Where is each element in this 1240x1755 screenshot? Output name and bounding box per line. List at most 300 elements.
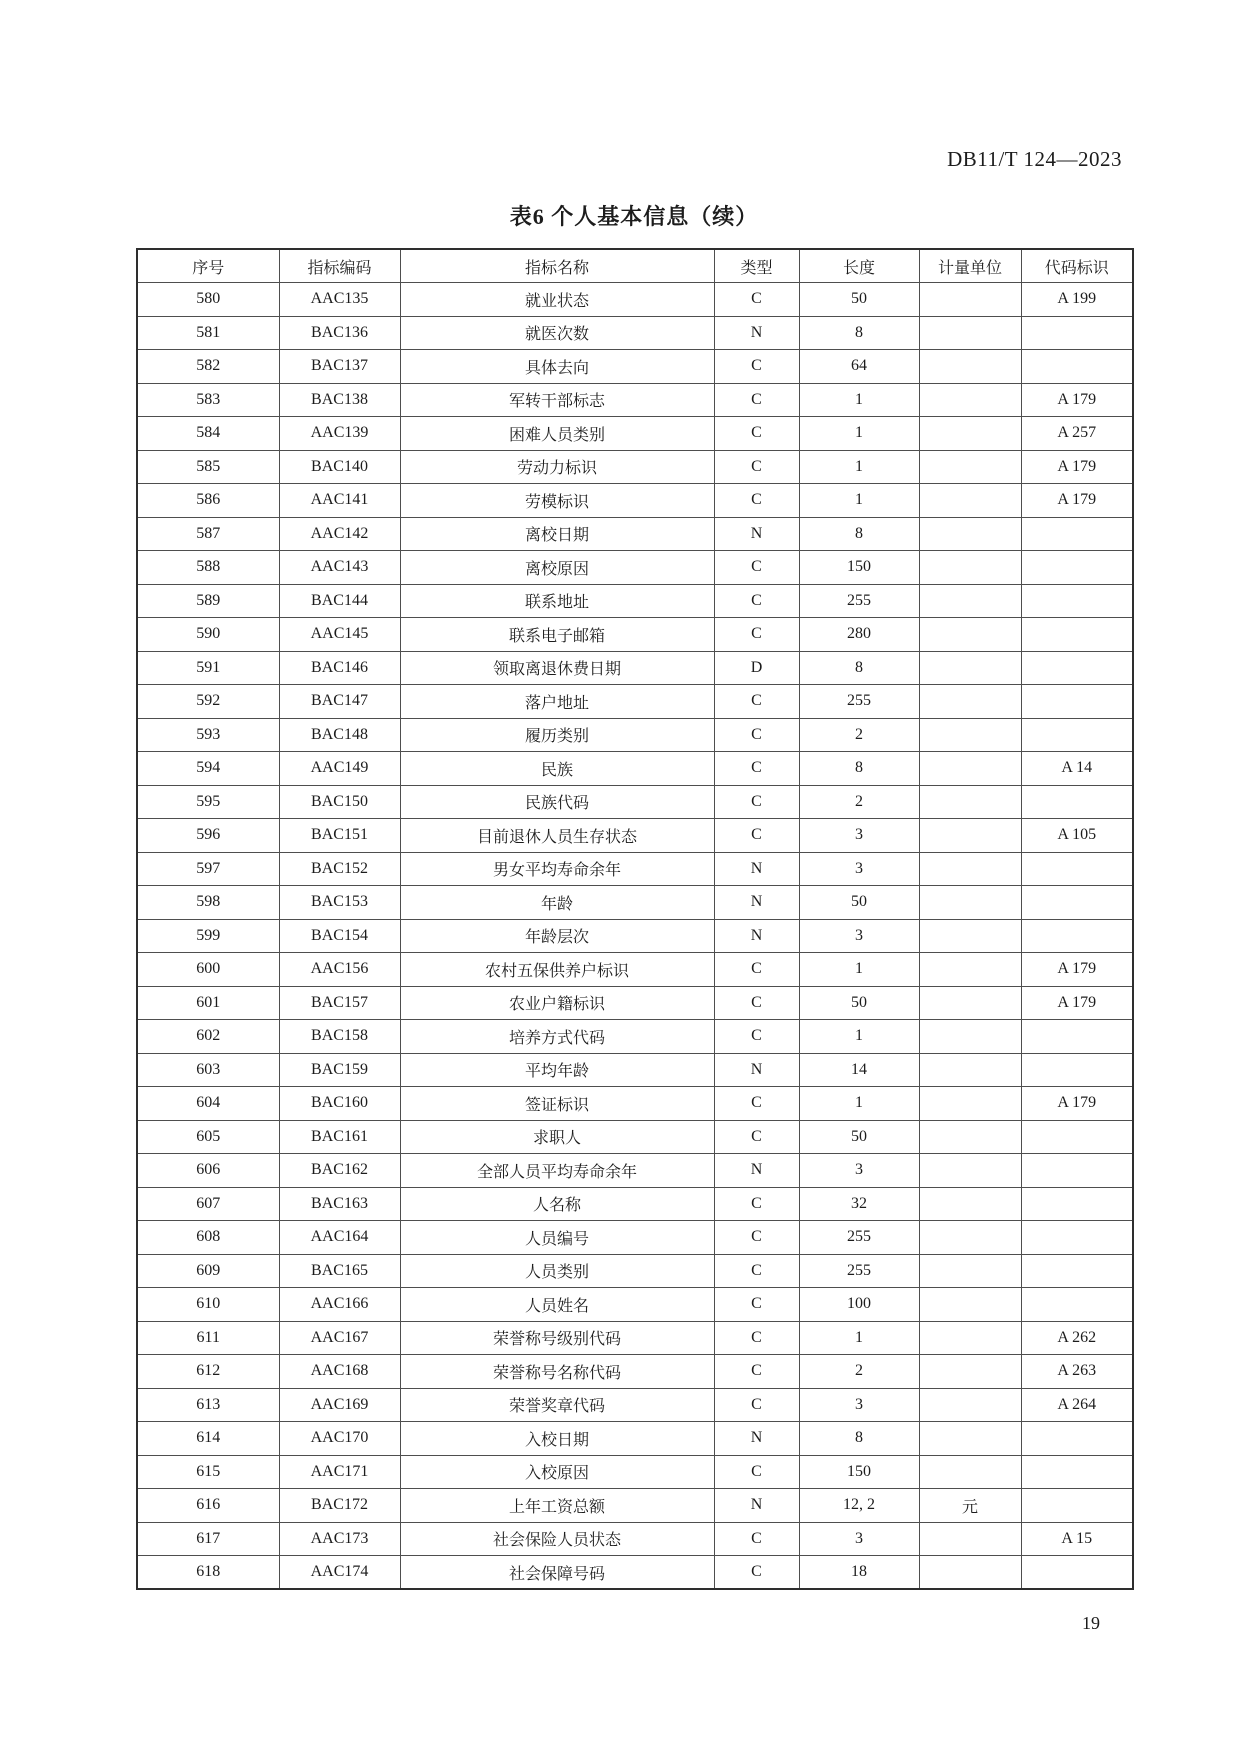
- cell-unit: [919, 383, 1021, 417]
- cell-code-id: [1021, 1154, 1133, 1188]
- table-row: [137, 1221, 1133, 1255]
- cell-code-id: [1021, 1455, 1133, 1489]
- cell-code-id: A 257: [1021, 417, 1133, 451]
- cell-serial: 582: [137, 350, 279, 384]
- table-row: [137, 1120, 1133, 1154]
- cell-code: BAC152: [279, 852, 400, 886]
- cell-unit: [919, 1355, 1021, 1389]
- cell-length: 3: [799, 919, 919, 953]
- cell-unit: [919, 1154, 1021, 1188]
- cell-name: 就业状态: [400, 283, 714, 317]
- cell-length: 1: [799, 1020, 919, 1054]
- cell-unit: [919, 953, 1021, 987]
- cell-code: BAC136: [279, 316, 400, 350]
- cell-name: 具体去向: [400, 350, 714, 384]
- cell-length: 100: [799, 1288, 919, 1322]
- cell-length: 150: [799, 551, 919, 585]
- cell-serial: 605: [137, 1120, 279, 1154]
- cell-type: C: [714, 350, 799, 384]
- cell-code: AAC171: [279, 1455, 400, 1489]
- cell-length: 3: [799, 1154, 919, 1188]
- cell-serial: 600: [137, 953, 279, 987]
- cell-unit: [919, 316, 1021, 350]
- cell-name: 劳动力标识: [400, 450, 714, 484]
- cell-length: 255: [799, 1254, 919, 1288]
- cell-code-id: [1021, 886, 1133, 920]
- cell-length: 1: [799, 953, 919, 987]
- cell-unit: [919, 919, 1021, 953]
- cell-length: 1: [799, 383, 919, 417]
- table-row: [137, 852, 1133, 886]
- cell-code-id: A 262: [1021, 1321, 1133, 1355]
- cell-code: AAC173: [279, 1522, 400, 1556]
- cell-unit: [919, 417, 1021, 451]
- cell-code: AAC174: [279, 1556, 400, 1590]
- cell-name: 困难人员类别: [400, 417, 714, 451]
- page-title: 表6 个人基本信息（续）: [509, 204, 759, 229]
- cell-unit: [919, 450, 1021, 484]
- table-header-row: [137, 249, 1133, 283]
- cell-name: 军转干部标志: [400, 383, 714, 417]
- cell-code-id: [1021, 350, 1133, 384]
- column-header-code: 指标编码: [279, 249, 400, 283]
- cell-name: 落户地址: [400, 685, 714, 719]
- cell-unit: [919, 1388, 1021, 1422]
- cell-code-id: [1021, 1120, 1133, 1154]
- cell-code: BAC153: [279, 886, 400, 920]
- cell-unit: [919, 618, 1021, 652]
- cell-code: BAC138: [279, 383, 400, 417]
- cell-code-id: A 179: [1021, 953, 1133, 987]
- cell-length: 3: [799, 1522, 919, 1556]
- table-row: [137, 1455, 1133, 1489]
- cell-type: N: [714, 517, 799, 551]
- cell-serial: 584: [137, 417, 279, 451]
- cell-type: C: [714, 752, 799, 786]
- table-row: [137, 1522, 1133, 1556]
- cell-length: 8: [799, 752, 919, 786]
- cell-unit: [919, 852, 1021, 886]
- cell-type: C: [714, 1120, 799, 1154]
- cell-unit: [919, 886, 1021, 920]
- cell-code: AAC170: [279, 1422, 400, 1456]
- cell-type: C: [714, 819, 799, 853]
- table-row: [137, 1422, 1133, 1456]
- cell-type: C: [714, 383, 799, 417]
- cell-code: BAC165: [279, 1254, 400, 1288]
- cell-code: BAC161: [279, 1120, 400, 1154]
- table-body: [137, 283, 1133, 1590]
- cell-length: 14: [799, 1053, 919, 1087]
- cell-name: 民族代码: [400, 785, 714, 819]
- cell-name: 人名称: [400, 1187, 714, 1221]
- cell-code: BAC137: [279, 350, 400, 384]
- cell-serial: 606: [137, 1154, 279, 1188]
- cell-code-id: [1021, 1221, 1133, 1255]
- cell-code-id: [1021, 1187, 1133, 1221]
- cell-code-id: [1021, 1489, 1133, 1523]
- cell-type: D: [714, 651, 799, 685]
- cell-type: C: [714, 1355, 799, 1389]
- cell-type: N: [714, 886, 799, 920]
- cell-serial: 599: [137, 919, 279, 953]
- cell-unit: [919, 718, 1021, 752]
- table-row: [137, 718, 1133, 752]
- column-header-code-id: 代码标识: [1021, 249, 1133, 283]
- cell-code-id: A 179: [1021, 450, 1133, 484]
- cell-type: C: [714, 1187, 799, 1221]
- cell-code-id: [1021, 584, 1133, 618]
- cell-length: 3: [799, 852, 919, 886]
- cell-code: BAC163: [279, 1187, 400, 1221]
- table-row: [137, 1321, 1133, 1355]
- cell-code-id: [1021, 551, 1133, 585]
- cell-unit: [919, 1321, 1021, 1355]
- cell-type: C: [714, 1455, 799, 1489]
- cell-length: 1: [799, 1321, 919, 1355]
- cell-serial: 612: [137, 1355, 279, 1389]
- cell-type: C: [714, 1254, 799, 1288]
- table-row: [137, 1053, 1133, 1087]
- cell-code-id: [1021, 316, 1133, 350]
- cell-unit: [919, 1120, 1021, 1154]
- cell-type: C: [714, 618, 799, 652]
- cell-length: 8: [799, 651, 919, 685]
- page-number: 19: [1082, 1613, 1100, 1633]
- cell-unit: [919, 584, 1021, 618]
- cell-unit: [919, 1288, 1021, 1322]
- cell-serial: 581: [137, 316, 279, 350]
- cell-code-id: [1021, 852, 1133, 886]
- cell-type: C: [714, 1221, 799, 1255]
- table-row: [137, 685, 1133, 719]
- cell-code: AAC139: [279, 417, 400, 451]
- cell-type: C: [714, 785, 799, 819]
- cell-name: 入校日期: [400, 1422, 714, 1456]
- cell-type: N: [714, 1053, 799, 1087]
- cell-code: BAC154: [279, 919, 400, 953]
- cell-type: C: [714, 450, 799, 484]
- cell-name: 联系地址: [400, 584, 714, 618]
- cell-type: C: [714, 718, 799, 752]
- cell-serial: 614: [137, 1422, 279, 1456]
- cell-length: 1: [799, 417, 919, 451]
- data-dictionary-table: [136, 248, 1134, 1590]
- table-row: [137, 752, 1133, 786]
- cell-type: C: [714, 953, 799, 987]
- cell-code-id: [1021, 618, 1133, 652]
- table-row: [137, 953, 1133, 987]
- cell-unit: [919, 685, 1021, 719]
- cell-name: 人员姓名: [400, 1288, 714, 1322]
- cell-name: 农业户籍标识: [400, 986, 714, 1020]
- cell-serial: 591: [137, 651, 279, 685]
- table-row: [137, 417, 1133, 451]
- cell-code-id: A 263: [1021, 1355, 1133, 1389]
- cell-type: C: [714, 1020, 799, 1054]
- cell-code: BAC144: [279, 584, 400, 618]
- table-row: [137, 316, 1133, 350]
- cell-unit: [919, 785, 1021, 819]
- cell-unit: [919, 651, 1021, 685]
- cell-code-id: A 264: [1021, 1388, 1133, 1422]
- cell-name: 目前退休人员生存状态: [400, 819, 714, 853]
- cell-name: 培养方式代码: [400, 1020, 714, 1054]
- cell-type: N: [714, 1422, 799, 1456]
- cell-length: 255: [799, 1221, 919, 1255]
- table-row: [137, 618, 1133, 652]
- cell-code: AAC156: [279, 953, 400, 987]
- cell-length: 50: [799, 986, 919, 1020]
- cell-code: AAC145: [279, 618, 400, 652]
- cell-serial: 583: [137, 383, 279, 417]
- cell-code: AAC168: [279, 1355, 400, 1389]
- cell-serial: 602: [137, 1020, 279, 1054]
- cell-unit: [919, 1053, 1021, 1087]
- cell-type: N: [714, 852, 799, 886]
- table-row: [137, 1388, 1133, 1422]
- cell-serial: 607: [137, 1187, 279, 1221]
- cell-length: 1: [799, 450, 919, 484]
- cell-code: BAC146: [279, 651, 400, 685]
- cell-unit: [919, 1254, 1021, 1288]
- cell-code: BAC140: [279, 450, 400, 484]
- table-row: [137, 651, 1133, 685]
- cell-type: N: [714, 316, 799, 350]
- table-row: [137, 919, 1133, 953]
- cell-unit: [919, 1455, 1021, 1489]
- cell-code-id: A 179: [1021, 1087, 1133, 1121]
- cell-type: C: [714, 417, 799, 451]
- cell-length: 18: [799, 1556, 919, 1590]
- cell-unit: [919, 819, 1021, 853]
- cell-code-id: A 179: [1021, 986, 1133, 1020]
- cell-name: 年龄: [400, 886, 714, 920]
- column-header-unit: 计量单位: [919, 249, 1021, 283]
- cell-serial: 596: [137, 819, 279, 853]
- cell-code-id: A 105: [1021, 819, 1133, 853]
- cell-name: 入校原因: [400, 1455, 714, 1489]
- cell-name: 联系电子邮箱: [400, 618, 714, 652]
- cell-name: 离校日期: [400, 517, 714, 551]
- cell-name: 履历类别: [400, 718, 714, 752]
- cell-name: 劳模标识: [400, 484, 714, 518]
- table-row: [137, 450, 1133, 484]
- cell-serial: 615: [137, 1455, 279, 1489]
- cell-length: 32: [799, 1187, 919, 1221]
- cell-serial: 580: [137, 283, 279, 317]
- cell-code: BAC162: [279, 1154, 400, 1188]
- cell-serial: 593: [137, 718, 279, 752]
- cell-serial: 594: [137, 752, 279, 786]
- cell-code: BAC172: [279, 1489, 400, 1523]
- cell-serial: 586: [137, 484, 279, 518]
- cell-code: BAC160: [279, 1087, 400, 1121]
- cell-name: 人员编号: [400, 1221, 714, 1255]
- cell-code-id: [1021, 1020, 1133, 1054]
- cell-length: 255: [799, 584, 919, 618]
- cell-name: 全部人员平均寿命余年: [400, 1154, 714, 1188]
- cell-code-id: [1021, 1053, 1133, 1087]
- cell-length: 2: [799, 785, 919, 819]
- cell-code-id: [1021, 517, 1133, 551]
- cell-length: 2: [799, 1355, 919, 1389]
- cell-type: N: [714, 1489, 799, 1523]
- cell-code-id: A 15: [1021, 1522, 1133, 1556]
- cell-code: BAC150: [279, 785, 400, 819]
- table-row: [137, 551, 1133, 585]
- table-row: [137, 1254, 1133, 1288]
- cell-serial: 585: [137, 450, 279, 484]
- cell-type: C: [714, 584, 799, 618]
- cell-type: C: [714, 1087, 799, 1121]
- cell-length: 8: [799, 517, 919, 551]
- cell-name: 社会保险人员状态: [400, 1522, 714, 1556]
- cell-unit: [919, 1187, 1021, 1221]
- cell-length: 2: [799, 718, 919, 752]
- cell-name: 农村五保供养户标识: [400, 953, 714, 987]
- table-row: [137, 383, 1133, 417]
- table-row: [137, 986, 1133, 1020]
- cell-name: 社会保障号码: [400, 1556, 714, 1590]
- cell-length: 64: [799, 350, 919, 384]
- table-row: [137, 1154, 1133, 1188]
- cell-code-id: [1021, 651, 1133, 685]
- column-header-length: 长度: [799, 249, 919, 283]
- doc-number: DB11/T 124—2023: [947, 147, 1122, 171]
- cell-unit: [919, 517, 1021, 551]
- cell-name: 签证标识: [400, 1087, 714, 1121]
- cell-type: C: [714, 1388, 799, 1422]
- table-row: [137, 1288, 1133, 1322]
- cell-name: 平均年龄: [400, 1053, 714, 1087]
- table-row: [137, 1087, 1133, 1121]
- cell-code-id: [1021, 1254, 1133, 1288]
- cell-type: C: [714, 1556, 799, 1590]
- cell-length: 50: [799, 283, 919, 317]
- cell-serial: 603: [137, 1053, 279, 1087]
- cell-length: 8: [799, 316, 919, 350]
- cell-serial: 616: [137, 1489, 279, 1523]
- cell-serial: 611: [137, 1321, 279, 1355]
- cell-unit: [919, 551, 1021, 585]
- cell-type: C: [714, 1321, 799, 1355]
- cell-unit: 元: [919, 1489, 1021, 1523]
- cell-length: 12, 2: [799, 1489, 919, 1523]
- cell-name: 人员类别: [400, 1254, 714, 1288]
- cell-unit: [919, 350, 1021, 384]
- table-row: [137, 1355, 1133, 1389]
- cell-name: 民族: [400, 752, 714, 786]
- cell-code: BAC147: [279, 685, 400, 719]
- table-row: [137, 517, 1133, 551]
- cell-code: AAC166: [279, 1288, 400, 1322]
- cell-unit: [919, 1087, 1021, 1121]
- cell-code: AAC167: [279, 1321, 400, 1355]
- cell-serial: 604: [137, 1087, 279, 1121]
- cell-serial: 617: [137, 1522, 279, 1556]
- column-header-serial: 序号: [137, 249, 279, 283]
- cell-length: 3: [799, 819, 919, 853]
- cell-serial: 609: [137, 1254, 279, 1288]
- cell-type: N: [714, 1154, 799, 1188]
- cell-serial: 608: [137, 1221, 279, 1255]
- cell-length: 50: [799, 886, 919, 920]
- cell-code: BAC157: [279, 986, 400, 1020]
- cell-serial: 601: [137, 986, 279, 1020]
- cell-code-id: [1021, 1288, 1133, 1322]
- cell-serial: 610: [137, 1288, 279, 1322]
- cell-code: BAC151: [279, 819, 400, 853]
- cell-unit: [919, 1422, 1021, 1456]
- cell-type: C: [714, 685, 799, 719]
- cell-name: 荣誉称号级别代码: [400, 1321, 714, 1355]
- cell-code-id: [1021, 919, 1133, 953]
- table-row: [137, 584, 1133, 618]
- cell-serial: 595: [137, 785, 279, 819]
- cell-unit: [919, 986, 1021, 1020]
- cell-unit: [919, 1522, 1021, 1556]
- cell-length: 280: [799, 618, 919, 652]
- cell-type: C: [714, 1522, 799, 1556]
- cell-length: 1: [799, 1087, 919, 1121]
- column-header-type: 类型: [714, 249, 799, 283]
- table-row: [137, 785, 1133, 819]
- cell-length: 50: [799, 1120, 919, 1154]
- cell-unit: [919, 283, 1021, 317]
- cell-serial: 589: [137, 584, 279, 618]
- cell-name: 求职人: [400, 1120, 714, 1154]
- cell-name: 男女平均寿命余年: [400, 852, 714, 886]
- cell-serial: 613: [137, 1388, 279, 1422]
- cell-name: 离校原因: [400, 551, 714, 585]
- column-header-name: 指标名称: [400, 249, 714, 283]
- cell-unit: [919, 1020, 1021, 1054]
- cell-type: C: [714, 986, 799, 1020]
- cell-length: 150: [799, 1455, 919, 1489]
- cell-code: AAC142: [279, 517, 400, 551]
- cell-code: BAC148: [279, 718, 400, 752]
- cell-code-id: [1021, 1556, 1133, 1590]
- cell-serial: 597: [137, 852, 279, 886]
- table-row: [137, 1187, 1133, 1221]
- cell-serial: 592: [137, 685, 279, 719]
- cell-type: C: [714, 484, 799, 518]
- cell-type: N: [714, 919, 799, 953]
- cell-type: C: [714, 283, 799, 317]
- cell-unit: [919, 1221, 1021, 1255]
- cell-name: 就医次数: [400, 316, 714, 350]
- cell-length: 1: [799, 484, 919, 518]
- cell-code-id: [1021, 718, 1133, 752]
- cell-unit: [919, 484, 1021, 518]
- cell-code-id: [1021, 785, 1133, 819]
- cell-type: C: [714, 1288, 799, 1322]
- table-row: [137, 819, 1133, 853]
- cell-code: AAC135: [279, 283, 400, 317]
- cell-unit: [919, 752, 1021, 786]
- cell-name: 荣誉奖章代码: [400, 1388, 714, 1422]
- cell-serial: 598: [137, 886, 279, 920]
- cell-unit: [919, 1556, 1021, 1590]
- cell-serial: 587: [137, 517, 279, 551]
- cell-code: AAC143: [279, 551, 400, 585]
- table-row: [137, 350, 1133, 384]
- table-row: [137, 1556, 1133, 1590]
- cell-code-id: A 179: [1021, 383, 1133, 417]
- cell-length: 255: [799, 685, 919, 719]
- cell-code-id: A 199: [1021, 283, 1133, 317]
